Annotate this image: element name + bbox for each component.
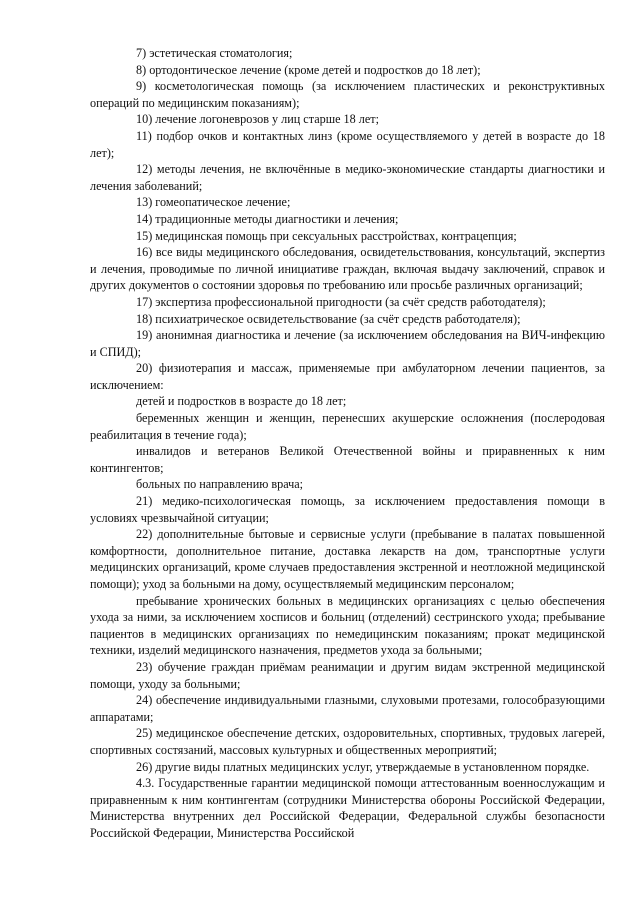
document-page bbox=[90, 45, 605, 842]
paragraph-item-17: 17) экспертиза профессиональной пригодности (за счёт средств работодателя); bbox=[136, 294, 546, 309]
paragraph-item-25: 25) медицинское обеспечение детских, оздоровительных, спортивных, трудовых лагерей, спортивных состязаний, массовых культурных и общественных мероприятий; bbox=[90, 726, 605, 757]
paragraph-item-11: 11) подбор очков и контактных линз (кроме осуществляемого у детей в возрасте до 18 лет); bbox=[90, 128, 605, 160]
paragraph-subitem-children: детей и подростков в возрасте до 18 лет; bbox=[136, 394, 347, 409]
paragraph-subitem-veterans: инвалидов и ветеранов Великой Отечественной войны и приравненных к ним контингентов; bbox=[90, 444, 605, 475]
paragraph-item-22: 22) дополнительные бытовые и сервисные услуги (пребывание в палатах повышенной комфортности, дополнительное питание, доставка лекарств на дом, транспортные услуги медицинских организаций, кроме случаев предоставления экстренной и неотложной медицинской помощи); уход за больными на дому, осуществляемый медицинским персоналом; bbox=[90, 527, 605, 591]
paragraph-item-23: 23) обучение граждан приёмам реанимации и другим видам экстренной медицинской помощи, уходу за больными; bbox=[90, 659, 605, 691]
paragraph-item-10: 10) лечение логоневрозов у лиц старше 18 лет; bbox=[136, 112, 379, 127]
paragraph-item-12: 12) методы лечения, не включённые в медико-экономические стандарты диагностики и лечения заболеваний; bbox=[90, 162, 605, 193]
paragraph-item-20: 20) физиотерапия и массаж, применяемые при амбулаторном лечении пациентов, за исключением: bbox=[90, 361, 605, 392]
paragraph-item-19: 19) анонимная диагностика и лечение (за исключением обследования на ВИЧ-инфекцию и СПИД); bbox=[90, 328, 605, 359]
paragraph-section-4-3: 4.3. Государственные гарантии медицинской помощи аттестованным военнослужащим и приравненным к ним контингентам (сотрудники Министерства обороны Российской Федерации, Министерства внутренних дел Российской Федерации, Федеральной службы безопасности Российской Федерации, Министерства Российской bbox=[90, 776, 605, 840]
paragraph-item-24: 24) обеспечение индивидуальными глазными, слуховыми протезами, голособразующими аппаратами; bbox=[90, 693, 605, 724]
paragraph-item-7: 7) эстетическая стоматология; bbox=[136, 46, 293, 60]
paragraph-item-26: 26) другие виды платных медицинских услуг, утверждаемые в установленном порядке. bbox=[136, 759, 590, 774]
paragraph-item-15: 15) медицинская помощь при сексуальных расстройствах, контрацепция; bbox=[136, 228, 517, 243]
paragraph-item-22-continued: пребывание хронических больных в медицинских организациях с целью обеспечения ухода за ними, за исключением хосписов и больниц (отделений) сестринского ухода; пребывание пациентов в медицинских организациях по немедицинским показаниям; прокат медицинской техники, изделий медицинского назначения, предметов ухода за больными; bbox=[90, 593, 605, 658]
paragraph-item-14: 14) традиционные методы диагностики и лечения; bbox=[136, 211, 399, 226]
paragraph-item-9: 9) косметологическая помощь (за исключением пластических и реконструктивных операций по медицинским показаниям); bbox=[90, 79, 605, 110]
paragraph-item-8: 8) ортодонтическое лечение (кроме детей и подростков до 18 лет); bbox=[136, 62, 481, 77]
paragraph-subitem-pregnant: беременных женщин и женщин, перенесших акушерские осложнения (послеродовая реабилитация в течение года); bbox=[90, 411, 605, 442]
paragraph-item-18: 18) психиатрическое освидетельствование (за счёт средств работодателя); bbox=[136, 311, 521, 326]
paragraph-item-13: 13) гомеопатическое лечение; bbox=[136, 195, 291, 210]
paragraph-item-21: 21) медико-психологическая помощь, за исключением предоставления помощи в условиях чрезвычайной ситуации; bbox=[90, 494, 605, 525]
paragraph-subitem-referral: больных по направлению врача; bbox=[136, 477, 304, 492]
paragraph-item-16: 16) все виды медицинского обследования, освидетельствования, консультаций, экспертиз и лечения, проводимые по личной инициативе граждан, включая выдачу заключений, справок и других документов о состоянии здоровья по требованию или просьбе различных организаций; bbox=[90, 245, 605, 293]
